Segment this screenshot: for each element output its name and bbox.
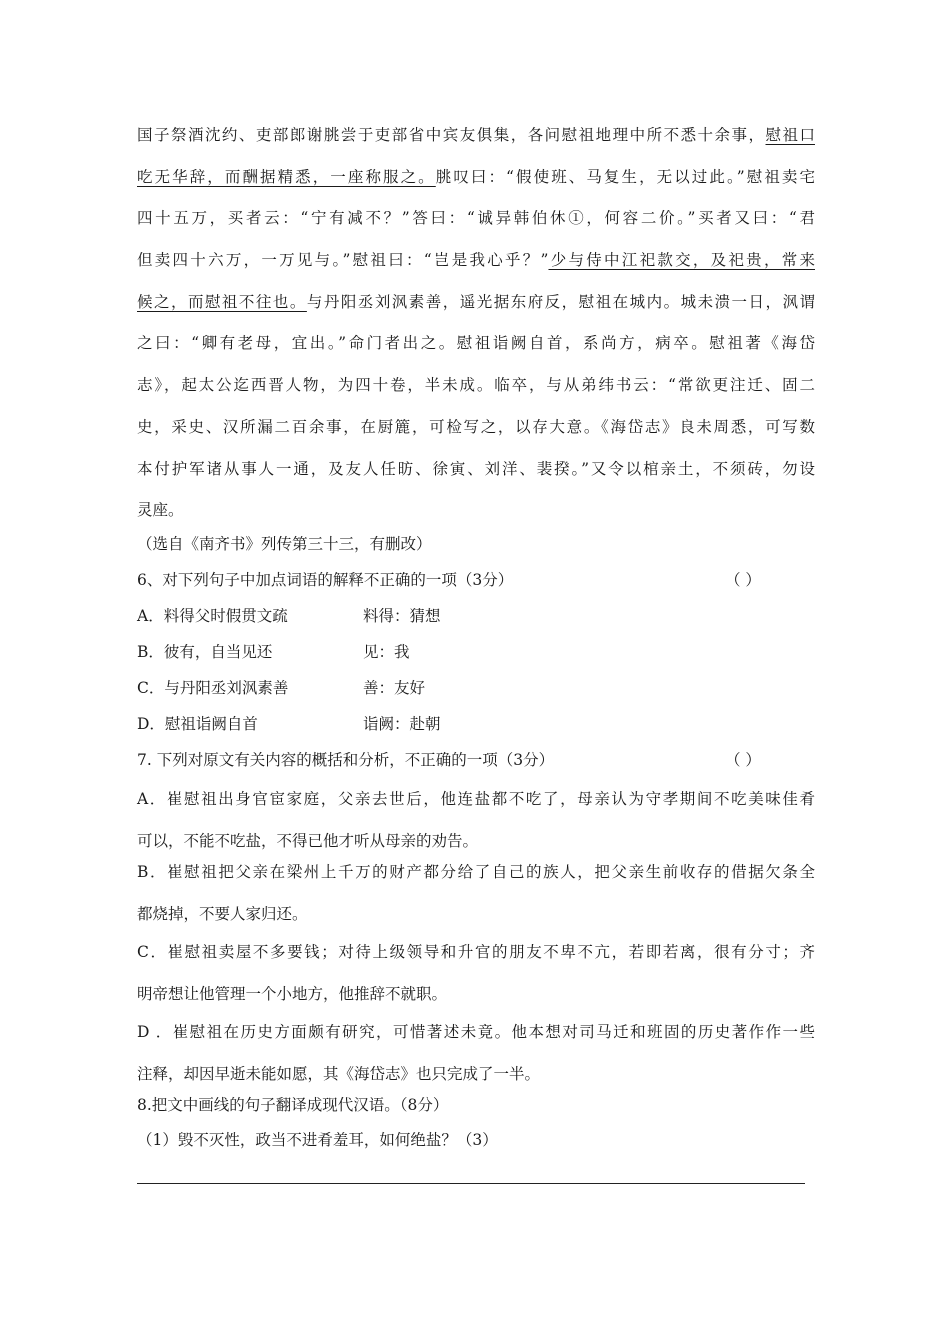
text-segment: 史，采史、汉所漏二百余事，在厨簏，可检写之，以存大意。《海岱志》良未周悉，可写数 <box>137 417 815 436</box>
underlined-sentence: 少与侍中江祀款交，及祀贵，常来 <box>548 251 815 270</box>
option-line: B．崔慰祖把父亲在梁州上千万的财产都分给了自己的族人，把父亲生前收存的借据欠条全 <box>137 863 815 881</box>
question-7-option-c <box>137 932 815 1015</box>
option-line: 都烧掉，不要人家归还。 <box>137 904 308 923</box>
question-7-option-b <box>137 852 815 935</box>
question-6-stem: 6、对下列句子中加点词语的解释不正确的一项（3分） <box>137 571 514 589</box>
text-segment: 朓叹曰：“假使班、马复生，无以过此。”慰祖卖宅 <box>435 167 815 186</box>
question-6-option-c-gloss: 善：友好 <box>363 679 426 697</box>
passage-text <box>137 115 815 532</box>
answer-writing-line[interactable] <box>137 1183 805 1184</box>
text-segment: 灵座。 <box>137 501 184 520</box>
source-citation: （选自《南齐书》列传第三十三，有删改） <box>137 535 432 553</box>
question-6-option-d-sentence: D．慰祖诣阙自首 <box>137 715 258 733</box>
question-6-option-a-sentence: A．料得父时假贯文疏 <box>137 607 288 625</box>
passage-line <box>137 115 815 157</box>
text-segment: 但卖四十六万，一万见与。”慰祖曰：“岂是我心乎？” <box>137 251 549 270</box>
passage-line <box>137 490 815 532</box>
option-line: 注释，却因早逝未能如愿，其《海岱志》也只完成了一半。 <box>137 1064 541 1083</box>
passage-line <box>137 240 815 282</box>
passage-line <box>137 407 815 449</box>
question-6-option-c-sentence: C．与丹阳丞刘沨素善 <box>137 679 289 697</box>
question-6-option-b-sentence: B．彼有，自当见还 <box>137 643 273 661</box>
text-segment: 本付护军诸从事人一通，及友人任昉、徐寅、刘洋、裴揆。”又令以棺亲土，不须砖，勿设 <box>137 459 815 478</box>
underlined-sentence: 候之，而慰祖不往也。 <box>137 292 307 311</box>
option-line: 明帝想让他管理一个小地方，他推辞不就职。 <box>137 984 448 1003</box>
option-line: A．崔慰祖出身官宦家庭，父亲去世后，他连盐都不吃了，母亲认为守孝期间不吃美味佳肴 <box>137 790 815 808</box>
passage-line <box>137 198 815 240</box>
text-segment: 志》，起太公迄西晋人物，为四十卷，半未成。临卒，与从弟纬书云：“常欲更注迁、固二 <box>137 376 815 395</box>
question-6-option-b-gloss: 见：我 <box>363 643 410 661</box>
text-segment: 四十五万，买者云：“宁有减不？”答曰：“诚异韩伯休①，何容二价。”买者又曰：“君 <box>137 209 815 228</box>
question-6-option-a-gloss: 料得：猜想 <box>363 607 441 625</box>
question-8-item-1: （1）毁不灭性，政当不进肴羞耳，如何绝盐？（3） <box>137 1131 498 1149</box>
question-7-option-d <box>137 1012 815 1095</box>
question-6-answer-blank: （ ） <box>725 571 761 589</box>
question-8-stem: 8.把文中画线的句子翻译成现代汉语。（8分） <box>137 1096 449 1114</box>
passage-line <box>137 323 815 365</box>
passage-line <box>137 157 815 199</box>
option-line: C．崔慰祖卖屋不多要钱；对待上级领导和升官的朋友不卑不亢，若即若离，很有分寸；齐 <box>137 943 815 961</box>
underlined-sentence: 慰祖口 <box>765 126 815 144</box>
question-7-option-a <box>137 779 815 862</box>
passage-line <box>137 365 815 407</box>
text-segment: 与丹阳丞刘沨素善，遥光据东府反，慰祖在城内。城未溃一日，沨谓 <box>306 292 815 311</box>
question-6-option-d-gloss: 诣阙：赴朝 <box>363 715 441 733</box>
text-segment: 之曰：“卿有老母，宜出。”命门者出之。慰祖诣阙自首，系尚方，病卒。慰祖著《海岱 <box>137 334 815 353</box>
option-line: 可以，不能不吃盐，不得已他才听从母亲的劝告。 <box>137 831 479 850</box>
underlined-sentence: 吃无华辞，而酬据精悉，一座称服之。 <box>137 167 436 186</box>
text-segment: 国子祭酒沈约、吏部郎谢朓尝于吏部省中宾友俱集，各问慰祖地理中所不悉十余事， <box>137 126 766 144</box>
question-7-stem: 7. 下列对原文有关内容的概括和分析，不正确的一项（3分） <box>137 751 555 769</box>
passage-line <box>137 282 815 324</box>
option-line: D ．崔慰祖在历史方面颇有研究，可惜著述未竟。他本想对司马迁和班固的历史著作作一些 <box>137 1023 815 1041</box>
question-7-answer-blank: （ ） <box>725 751 761 769</box>
passage-line <box>137 449 815 491</box>
